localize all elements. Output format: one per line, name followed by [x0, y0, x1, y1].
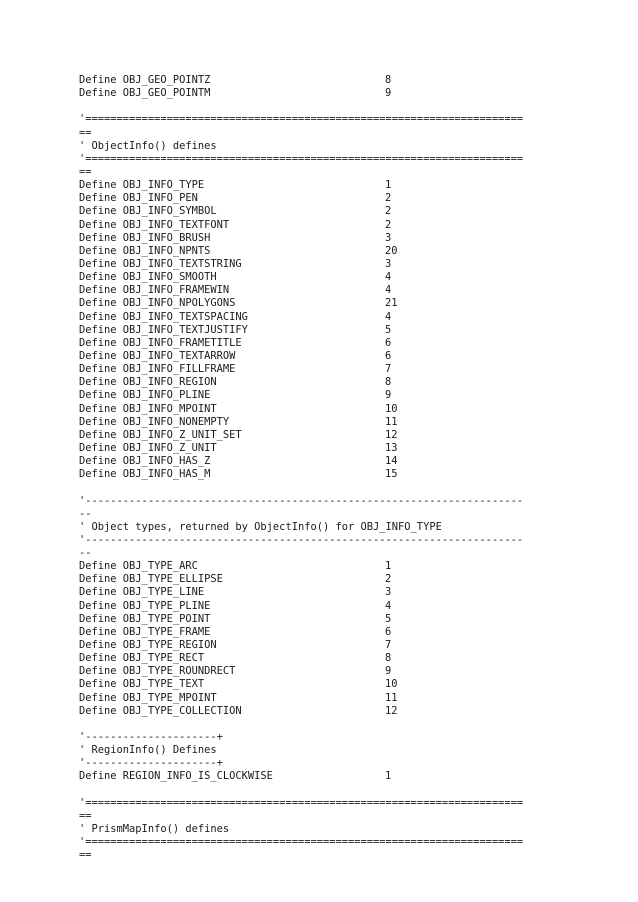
define-value: 6	[385, 625, 392, 638]
define-line	[79, 639, 569, 652]
define-value: 8	[385, 376, 392, 389]
define-value: 3	[385, 231, 392, 244]
define-line	[79, 245, 569, 258]
define-value: 3	[385, 586, 392, 599]
define-value: 2	[385, 218, 392, 231]
define-line	[79, 363, 569, 376]
define-name: Define OBJ_INFO_REGION	[79, 376, 217, 389]
comment-line	[79, 547, 569, 560]
define-line	[79, 389, 569, 402]
blank-line	[79, 481, 569, 494]
comment-line	[79, 508, 569, 521]
define-value: 10	[385, 402, 398, 415]
define-name: Define OBJ_INFO_SYMBOL	[79, 205, 217, 218]
define-value: 2	[385, 205, 392, 218]
define-value: 20	[385, 244, 398, 257]
define-line	[79, 232, 569, 245]
define-name: Define OBJ_TYPE_PLINE	[79, 599, 211, 612]
define-name: Define OBJ_TYPE_ELLIPSE	[79, 573, 223, 586]
comment-line	[79, 127, 569, 140]
define-name: Define OBJ_INFO_HAS_M	[79, 468, 211, 481]
comment-text: '======================================================================	[79, 152, 524, 165]
define-name: Define OBJ_INFO_TEXTARROW	[79, 349, 236, 362]
define-line	[79, 692, 569, 705]
define-value: 6	[385, 336, 392, 349]
define-name: Define OBJ_TYPE_MPOINT	[79, 691, 217, 704]
comment-line	[79, 744, 569, 757]
define-line	[79, 311, 569, 324]
define-name: Define OBJ_GEO_POINTZ	[79, 74, 211, 86]
define-name: Define OBJ_TYPE_REGION	[79, 639, 217, 652]
define-line	[79, 403, 569, 416]
comment-text: '---------------------+	[79, 757, 223, 770]
define-name: Define OBJ_TYPE_RECT	[79, 652, 205, 665]
comment-line	[79, 836, 569, 849]
define-line	[79, 573, 569, 586]
define-line	[79, 297, 569, 310]
define-line	[79, 586, 569, 599]
define-line	[79, 376, 569, 389]
comment-line	[79, 153, 569, 166]
define-value: 2	[385, 573, 392, 586]
define-value: 7	[385, 363, 392, 376]
define-line	[79, 429, 569, 442]
define-line	[79, 205, 569, 218]
comment-text: --	[79, 507, 92, 520]
define-value: 5	[385, 323, 392, 336]
define-name: Define OBJ_INFO_TEXTSPACING	[79, 310, 248, 323]
define-value: 4	[385, 599, 392, 612]
define-name: Define OBJ_INFO_FRAMEWIN	[79, 284, 230, 297]
define-line	[79, 284, 569, 297]
comment-line	[79, 521, 569, 534]
comment-line	[79, 797, 569, 810]
define-name: Define OBJ_INFO_TEXTFONT	[79, 218, 230, 231]
define-value: 12	[385, 428, 398, 441]
define-line	[79, 350, 569, 363]
define-line	[79, 271, 569, 284]
define-name: Define OBJ_GEO_POINTM	[79, 87, 211, 100]
comment-text: ==	[79, 165, 92, 178]
define-name: Define OBJ_INFO_BRUSH	[79, 231, 211, 244]
define-value: 7	[385, 639, 392, 652]
define-name: Define OBJ_INFO_PLINE	[79, 389, 211, 402]
define-name: Define OBJ_INFO_NONEMPTY	[79, 415, 230, 428]
define-line	[79, 626, 569, 639]
comment-text: ==	[79, 809, 92, 822]
define-value: 4	[385, 271, 392, 284]
comment-text: ' Object types, returned by ObjectInfo() for OBJ_INFO_TYPE	[79, 520, 442, 533]
define-name: Define OBJ_TYPE_POINT	[79, 612, 211, 625]
comment-line	[79, 166, 569, 179]
define-value: 13	[385, 441, 398, 454]
define-value: 10	[385, 678, 398, 691]
comment-text: '======================================================================	[79, 836, 524, 849]
define-name: Define OBJ_INFO_TYPE	[79, 179, 205, 192]
define-line	[79, 665, 569, 678]
define-name: Define OBJ_INFO_FILLFRAME	[79, 363, 236, 376]
comment-text: ==	[79, 126, 92, 139]
define-line	[79, 192, 569, 205]
define-line	[79, 258, 569, 271]
define-name: Define OBJ_TYPE_LINE	[79, 586, 205, 599]
define-line	[79, 455, 569, 468]
define-name: Define OBJ_INFO_HAS_Z	[79, 455, 211, 468]
comment-text: '---------------------+	[79, 731, 223, 744]
define-line	[79, 416, 569, 429]
comment-text: --	[79, 547, 92, 560]
blank-line	[79, 100, 569, 113]
comment-line	[79, 849, 569, 862]
define-value: 9	[385, 665, 392, 678]
define-line	[79, 324, 569, 337]
define-value: 15	[385, 468, 398, 481]
define-value: 9	[385, 389, 392, 402]
define-name: Define OBJ_INFO_PEN	[79, 192, 198, 205]
define-line	[79, 337, 569, 350]
define-name: Define OBJ_TYPE_ARC	[79, 560, 198, 573]
define-value: 1	[385, 770, 392, 783]
define-value: 11	[385, 415, 398, 428]
define-line	[79, 442, 569, 455]
define-value: 5	[385, 612, 392, 625]
define-name: Define OBJ_INFO_Z_UNIT	[79, 441, 217, 454]
define-name: Define OBJ_INFO_TEXTJUSTIFY	[79, 323, 248, 336]
comment-text: '----------------------------------------------------------------------	[79, 533, 524, 546]
define-name: Define OBJ_TYPE_ROUNDRECT	[79, 665, 236, 678]
define-value: 3	[385, 257, 392, 270]
comment-text: '======================================================================	[79, 796, 524, 809]
comment-line	[79, 823, 569, 836]
comment-text: ' PrismMapInfo() defines	[79, 823, 230, 836]
define-value: 8	[385, 652, 392, 665]
define-line	[79, 87, 569, 100]
define-value: 1	[385, 560, 392, 573]
comment-line	[79, 140, 569, 153]
comment-text: '======================================================================	[79, 113, 524, 126]
define-line	[79, 652, 569, 665]
blank-line	[79, 718, 569, 731]
define-name: Define OBJ_INFO_MPOINT	[79, 402, 217, 415]
define-value: 2	[385, 192, 392, 205]
comment-line	[79, 113, 569, 126]
define-name: Define OBJ_INFO_TEXTSTRING	[79, 257, 242, 270]
comment-line	[79, 534, 569, 547]
comment-text: '----------------------------------------------------------------------	[79, 494, 524, 507]
blank-line	[79, 784, 569, 797]
define-line	[79, 560, 569, 573]
define-value: 14	[385, 455, 398, 468]
define-name: Define REGION_INFO_IS_CLOCKWISE	[79, 770, 273, 783]
define-name: Define OBJ_INFO_SMOOTH	[79, 271, 217, 284]
define-line	[79, 219, 569, 232]
define-name: Define OBJ_TYPE_FRAME	[79, 625, 211, 638]
define-line	[79, 468, 569, 481]
comment-line	[79, 810, 569, 823]
define-line	[79, 600, 569, 613]
comment-line	[79, 757, 569, 770]
define-value: 12	[385, 704, 398, 717]
comment-text: ' RegionInfo() Defines	[79, 744, 217, 757]
comment-line	[79, 731, 569, 744]
define-name: Define OBJ_INFO_NPOLYGONS	[79, 297, 236, 310]
define-value: 4	[385, 310, 392, 323]
define-name: Define OBJ_TYPE_COLLECTION	[79, 704, 242, 717]
define-value: 11	[385, 691, 398, 704]
define-line	[79, 74, 569, 87]
define-name: Define OBJ_TYPE_TEXT	[79, 678, 205, 691]
define-line	[79, 613, 569, 626]
define-line	[79, 770, 569, 783]
comment-text: ==	[79, 849, 92, 862]
define-line	[79, 705, 569, 718]
comment-line	[79, 495, 569, 508]
define-value: 21	[385, 297, 398, 310]
define-name: Define OBJ_INFO_NPNTS	[79, 244, 211, 257]
define-value: 4	[385, 284, 392, 297]
define-value: 9	[385, 87, 392, 100]
define-line	[79, 179, 569, 192]
define-name: Define OBJ_INFO_FRAMETITLE	[79, 336, 242, 349]
define-line	[79, 678, 569, 691]
define-value: 8	[385, 74, 392, 86]
define-value: 6	[385, 349, 392, 362]
comment-text: ' ObjectInfo() defines	[79, 139, 217, 152]
code-listing	[79, 74, 569, 862]
define-name: Define OBJ_INFO_Z_UNIT_SET	[79, 428, 242, 441]
define-value: 1	[385, 179, 392, 192]
